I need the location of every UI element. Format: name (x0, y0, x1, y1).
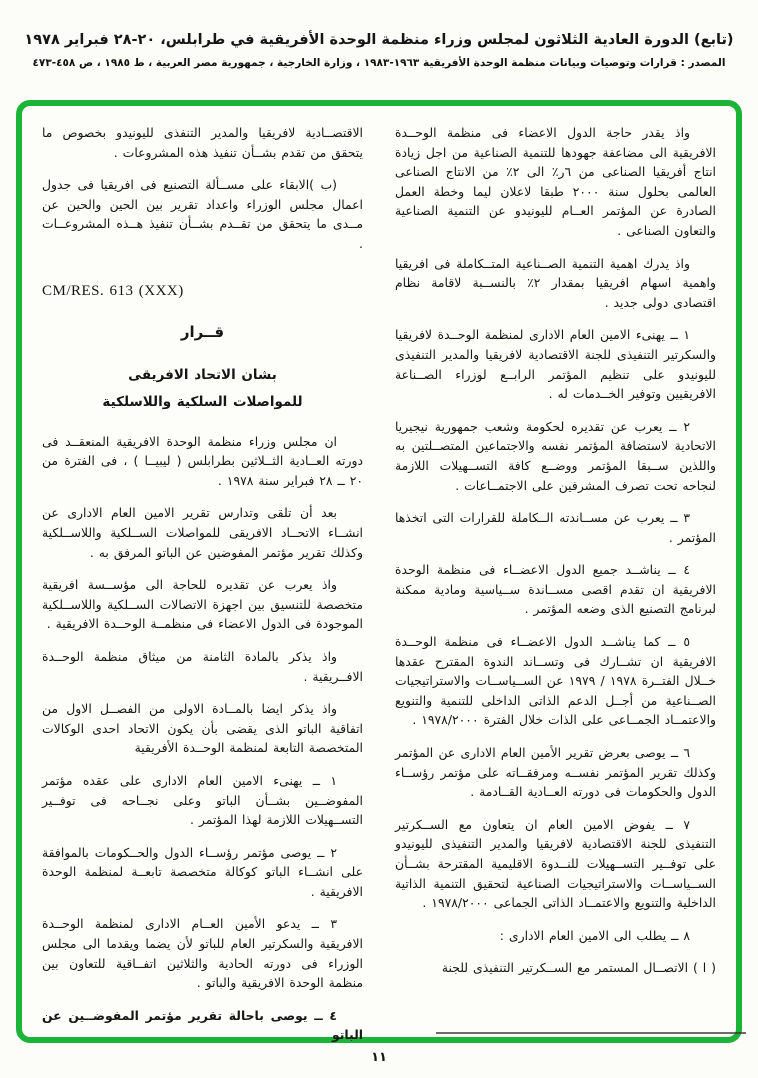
paragraph: واذ يدرك اهمية التنمية الصــناعية المتــكاملة فى افريقيا واهمية اسهام افريقيا بمقدار ٢٪ بالنســبة لاقامة نظام اقتصادى دولى جديد . (395, 255, 716, 310)
paragraph: واذ يذكر بالمادة الثامنة من ميثاق منظمة الوحــدة الافــريقية . (42, 648, 363, 684)
paragraph: ٦ ــ يوصى بعرض تقرير الأمين العام الادارى عن المؤتمر وكذلك تقرير المؤتمر نفســه ومرفقــاته على مؤتمر رؤســاء الدول والحكومات فى دورته العــادية القــادمة . (395, 745, 716, 800)
scan-artifact-line (436, 1032, 746, 1034)
paragraph: ٥ ــ كما يناشــد الدول الاعضــاء فى منظمة الوحــدة الافريقية ان تشــارك فى وتســاند الندوة المقترح عقدها خــلال الفتــرة ١٩٧٨ / ١٩٧٩ عن الســياســات والاستراتيجيات الصــناعية من أجــل الدعم الذاتى الداخلى للتنمية والتنويع والاعتمــاد الجمــاعى على الذات خلال الفترة ١٩٧٨/٢٠٠٠ . (395, 634, 716, 728)
document-title: (تابع) الدورة العادية الثلاثون لمجلس وزراء منظمة الوحدة الأفريقية في طرابلس، ٢٠-٢٨ فبراير ١٩٧٨ (24, 32, 734, 48)
paragraph: (ب )الابقاء على مســألة التصنيع فى افريقيا فى جدول اعمال مجلس الوزراء واعداد تقرير بين الحين والحين عن مــدى ما يتحقق من تقــدم بشــأن تنفيذ هــذه المشروعــات . (42, 177, 363, 251)
column-left (42, 123, 363, 1043)
resolution-code: CM/RES. 613 (XXX) (42, 282, 184, 299)
paragraph: واذ يعرب عن تقديره للحاجة الى مؤســسة افريقية متخصصة للتنسيق بين اجهزة الاتصالات الســلكية واللاســلكية الموجودة فى الدول الاعضاء فى منظمــة الوحــدة الافريقية . (42, 577, 363, 632)
paragraph: الاقتصــادية لافريقيا والمدير التنفذى لليونيدو بخصوص ما يتحقق من تقدم بشــأن تنفيذ هذه المشروعات . (42, 125, 363, 160)
paragraph: ٨ ــ يطلب الى الامين العام الادارى : (499, 927, 690, 943)
paragraph: ٢ ــ يوصى مؤتمر رؤســاء الدول والحــكومات بالموافقة على انشــاء الباتو كوكالة متخصصة تابعــة لمنظمة الوحدة الافريقية . (42, 844, 363, 899)
paragraph: ٣ ــ يعرب عن مســاندته الــكاملة للقرارات التى اتخذها المؤتمر . (395, 510, 716, 545)
paragraph: واذ يقدر حاجة الدول الاعضاء فى منظمة الوحــدة الافريقية الى مضاعفة جهودها للتنمية الصناعية من اجل زيادة انتاج أفريقيا الصناعى من ٦ر٪ الى ٢٪ من الانتاج الصناعى العالمى بحلول سنة ٢٠٠٠ طبقا لاعلان ليما وخطة العمل الصادرة عن المؤتمر العــام لليونيدو عن التنمية الصناعية والتعاون الصناعى . (395, 125, 717, 238)
resolution-subtitle: بشان الاتحاد الافريقى (128, 366, 277, 383)
paragraph: ٧ ــ يفوض الامين العام ان يتعاون مع الســكرتير التنفيذى للجنة الاقتصادية لافريقيا والمدير التنفيذى لليونيدو على توفــير التســهيلات للنــدوة الاقليمية المقترحة بشــأن الســياســات والاستراتيجيات الصناعية لتحقيق التنمية الذاتية الداخلية والتنويع والاعتمــاد الذاتى الجماعى ١٩٧٨/٢٠٠٠ . (395, 816, 716, 911)
page-header (0, 30, 758, 69)
paragraph: ان مجلس وزراء منظمة الوحدة الافريقية المنعقــد فى دورته العــادية الثــلاثين بطرابلس ( ليبيــا ) ، فى الفترة من ٢٠ ــ ٢٨ فبراير سنة ١٩٧٨ . (42, 433, 363, 488)
paragraph: ٤ ــ يناشــد جميع الدول الاعضــاء فى منظمة الوحدة الافريقية ان تقدم اقصى مســاندة ســياسية ومادية ممكنة لبرنامج التصنيع الذى وضعه المؤتمر . (395, 562, 716, 617)
paragraph: ٣ ــ يدعو الأمين العــام الادارى لمنظمة الوحــدة الافريقية والسكرتير العام للباتو لأن يضما ويقدما الى مجلس الوزراء فى دورته الحادية والثلاثين اتفــاقية للتعاون بين منظمة الوحدة الافريقية والباتو . (42, 916, 363, 991)
paragraph: بعد أن تلقى وتدارس تقرير الامين العام الادارى عن انشــاء الاتحــاد الافريقى للمواصلات الســلكية واللاســلكية وكذلك تقرير مؤتمر المفوضين عن الباتو المرفق به . (42, 505, 363, 560)
page-number: ١١ (371, 1050, 387, 1065)
content-border-box (16, 100, 742, 1043)
source-citation: المصدر : قرارات وتوصيات وبيانات منظمة الوحدة الأفريقية ١٩٦٣-١٩٨٣ ، وزارة الخارجية ، جمهورية مصر العربية ، ط ١٩٨٥ ، ص ٤٥٨-٤٧٣ (32, 57, 726, 70)
resolution-title: قــرار (180, 323, 225, 342)
resolution-subtitle: للمواصلات السلكية واللاسلكية (102, 394, 303, 411)
paragraph: ١ ــ يهنىء الامين العام الادارى على عقده مؤتمر المفوضــين بشــأن الباتو وعلى نجــاحه فى توفــير التســهيلات اللازمة لهذا المؤتمر . (42, 772, 363, 828)
two-column-layout (22, 106, 736, 1043)
paragraph: ١ ــ يهنىء الامين العام الادارى لمنظمة الوحــدة لافريقيا والسكرتير التنفيذى للجنة الاقتصادية لافريقيا والمدير التنفيذى لليونيدو على تنظيم المؤتمر الرابــع لوزراء الصــناعة الافريقيين وتوفير الخــدمات له . (395, 327, 716, 402)
paragraph: واذ يذكر ايضا بالمــادة الاولى من الفصــل الاول من اتفاقية الباتو الذى يقضى بأن يكون الاتحاد احدى الوكالات المتخصصة التابعة لمنظمة الوحــدة الأفريقية (42, 701, 363, 756)
paragraph: ٢ ــ يعرب عن تقديره لحكومة وشعب جمهورية نيجيريا الاتحادية لاستضافة المؤتمر نفسه والاجتماعين المتصــلتين به واللذين ســبقا المؤتمر ووضــع كافة التســهيلات اللازمة لنجاحه تحت تصرف المشرفين على الاجتمــاعات . (395, 418, 716, 493)
paragraph: ( ا ) الاتصــال المستمر مع الســكرتير التنفيذى للجنة (441, 960, 716, 976)
paragraph: ٤ ــ يوصى باحالة تقرير مؤتمر المفوضــين عن الباتو (42, 1007, 363, 1043)
column-right (395, 123, 716, 1027)
